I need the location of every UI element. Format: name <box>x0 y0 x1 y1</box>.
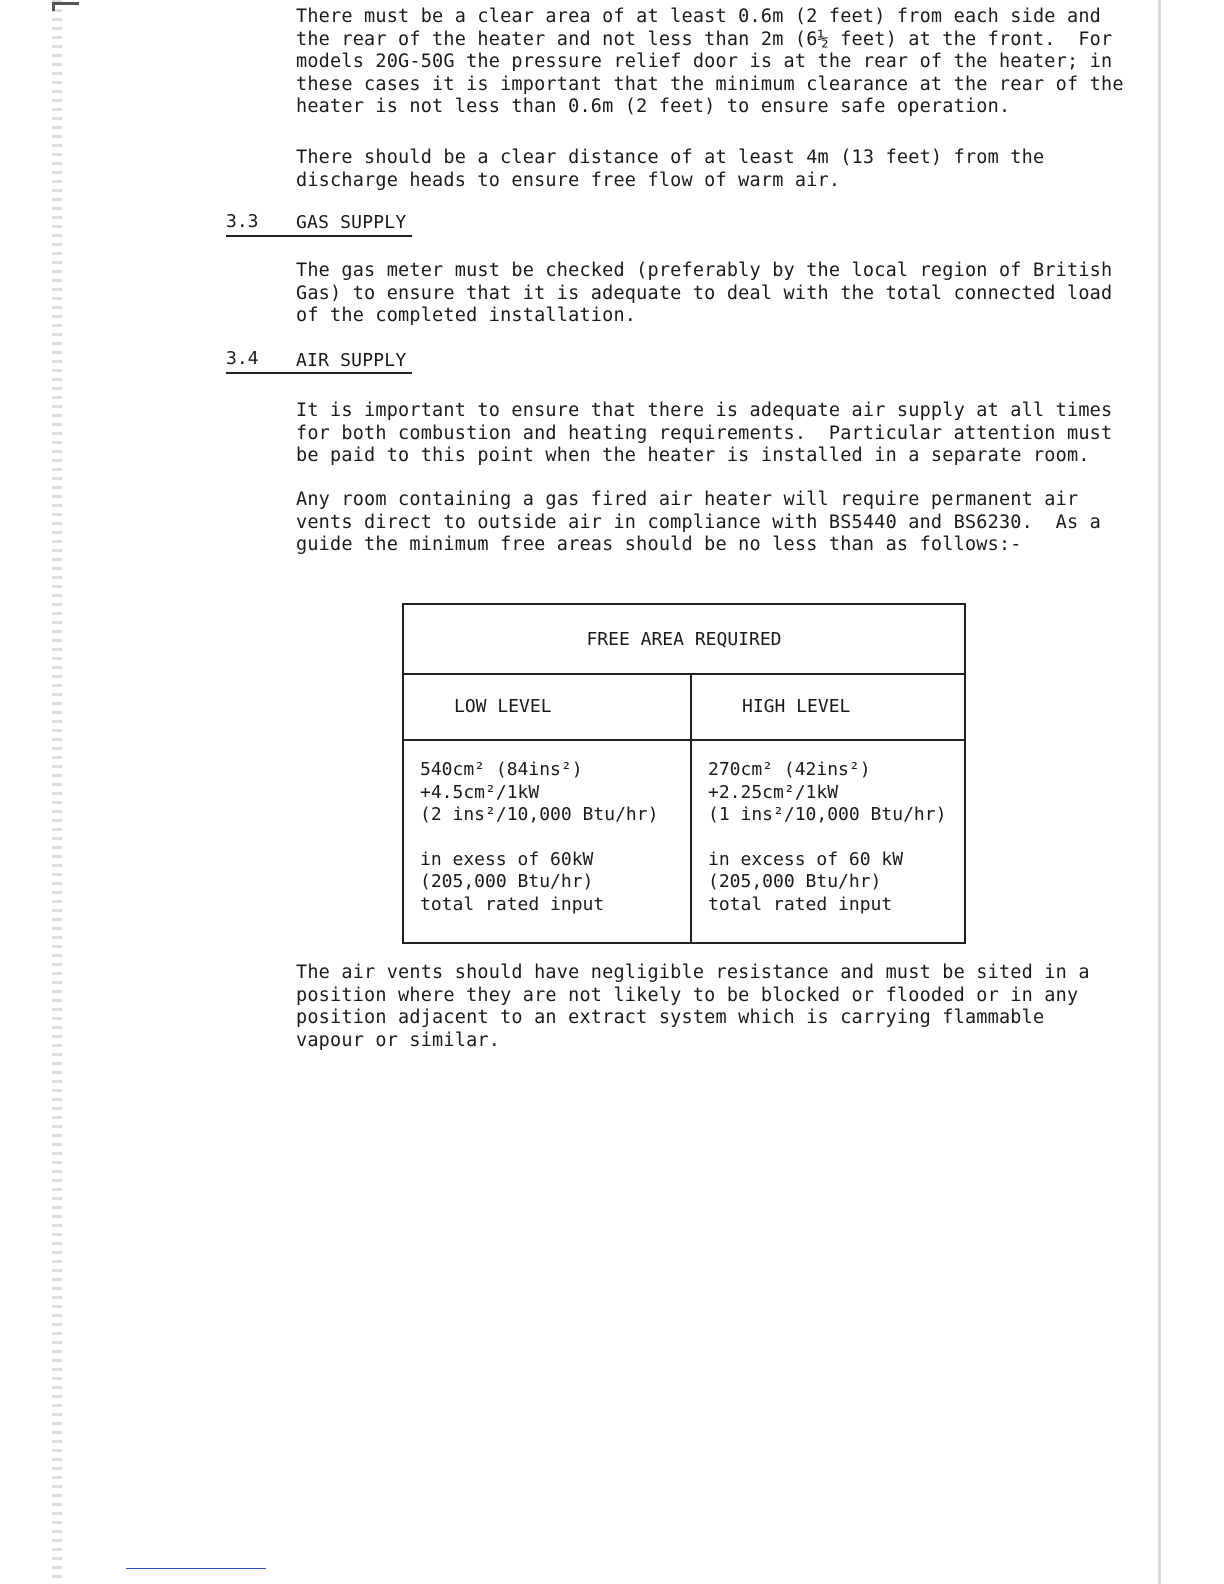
page-footer-rule <box>126 1568 266 1569</box>
scan-binding-edge <box>52 0 62 1584</box>
table-title: FREE AREA REQUIRED <box>404 605 964 675</box>
paragraph-gas-meter: The gas meter must be checked (preferably by the local region of British Gas) to ensure that it is adequate to deal with the total connected load of the completed installation. <box>296 260 1113 326</box>
section-underline <box>226 235 412 237</box>
low-level-area-values: 540cm² (84ins²) +4.5cm²/1kW (2 ins²/10,000 Btu/hr) <box>420 759 659 825</box>
low-level-column <box>404 673 692 942</box>
paragraph-air-vents-resistance: The air vents should have negligible resistance and must be sited in a position where they are not likely to be blocked or flooded or in any position adjacent to an extract system which is carrying flammable vapour or similar. <box>296 962 1090 1051</box>
section-number-air-supply: 3.4 <box>226 348 259 369</box>
high-level-heading: HIGH LEVEL <box>692 673 964 741</box>
high-level-area-values: 270cm² (42ins²) +2.25cm²/1kW (1 ins²/10,000 Btu/hr) <box>708 759 947 825</box>
high-level-column <box>692 673 964 942</box>
section-underline <box>226 372 412 374</box>
paragraph-clearance: There must be a clear area of at least 0.6m (2 feet) from each side and the rear of the heater and not less than 2m (6½ feet) at the front. For models 20G-50G the pressure relief door is at the rear of the heater; in these cases it is important that the minimum clearance at the rear of the heater is not less than 0.6m (2 feet) to ensure safe operation. <box>296 6 1124 117</box>
high-level-threshold: in excess of 60 kW (205,000 Btu/hr) total rated input <box>708 848 904 915</box>
section-number-gas-supply: 3.3 <box>226 211 259 232</box>
section-title-air-supply: AIR SUPPLY <box>296 350 407 371</box>
paragraph-air-adequate: It is important to ensure that there is adequate air supply at all times for both combustion and heating requirements. Particular attention must be paid to this point when the heater is installed in a separate room. <box>296 400 1113 466</box>
free-area-table <box>402 603 966 944</box>
low-level-heading: LOW LEVEL <box>404 673 690 741</box>
low-level-threshold: in exess of 60kW (205,000 Btu/hr) total rated input <box>420 848 605 915</box>
scan-corner-mark <box>52 2 79 11</box>
scan-right-edge <box>1158 0 1161 1584</box>
paragraph-air-vents-room: Any room containing a gas fired air heater will require permanent air vents direct to outside air in compliance with BS5440 and BS6230. As a guide the minimum free areas should be no less than as follows:- <box>296 489 1101 555</box>
section-title-gas-supply: GAS SUPPLY <box>296 212 407 233</box>
paragraph-discharge: There should be a clear distance of at least 4m (13 feet) from the discharge heads to ensure free flow of warm air. <box>296 147 1045 191</box>
